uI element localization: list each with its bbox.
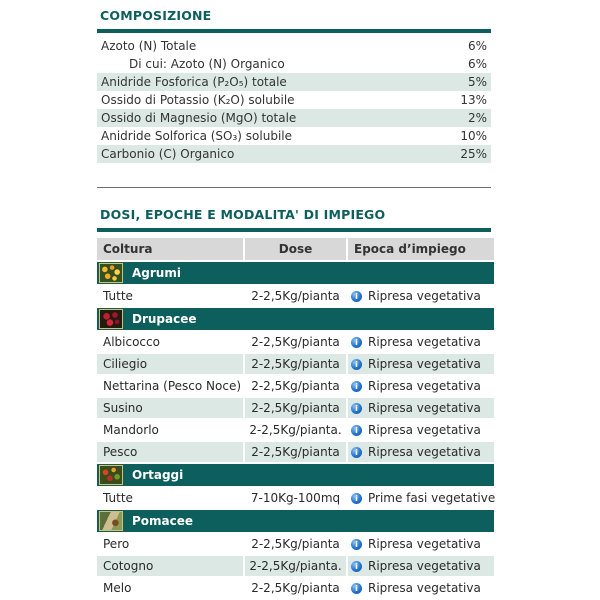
info-icon[interactable]: i <box>351 447 362 458</box>
composition-label: Anidride Solforica (SO₃) solubile <box>101 129 292 143</box>
usage-row <box>97 556 494 576</box>
dose-cell: 2-2,5Kg/pianta <box>251 379 340 393</box>
epoca-cell <box>348 332 494 352</box>
coltura-cell: Tutte <box>103 289 133 303</box>
dose-cell: 2-2,5Kg/pianta <box>245 398 346 418</box>
column-header-epoca: Epoca d’impiego <box>348 238 494 260</box>
usage-row <box>97 578 494 598</box>
usage-row <box>97 332 494 352</box>
composition-row <box>97 127 491 145</box>
coltura-cell: Melo <box>103 581 132 595</box>
group-band <box>97 464 494 486</box>
epoca-label: Ripresa vegetativa <box>368 357 481 371</box>
group-band-row <box>97 464 494 486</box>
epoca-label: Ripresa vegetativa <box>368 401 481 415</box>
info-icon[interactable]: i <box>351 381 362 392</box>
column-header-dose: Dose <box>245 238 346 260</box>
epoca-label: Ripresa vegetativa <box>368 423 481 437</box>
composition-value: 6% <box>467 39 487 53</box>
coltura-cell: Susino <box>97 398 243 418</box>
dose-cell: 7-10Kg-100mq <box>250 491 341 505</box>
usage-row <box>97 534 494 554</box>
coltura-cell: Cotogno <box>97 556 243 576</box>
epoca-cell <box>348 286 494 306</box>
section-divider-line <box>97 187 491 188</box>
composition-label: Anidride Fosforica (P₂O₅) totale <box>97 73 434 91</box>
epoca-inner <box>351 289 491 303</box>
group-label: Drupacee <box>132 312 197 326</box>
epoca-cell <box>348 420 494 440</box>
coltura-cell: Mandorlo <box>103 423 159 437</box>
epoca-inner <box>351 581 491 595</box>
group-band <box>97 262 494 284</box>
dose-cell: 2-2,5Kg/pianta <box>245 354 346 374</box>
composition-row <box>97 37 491 55</box>
dose-cell: 2-2,5Kg/pianta. <box>249 423 342 437</box>
epoca-inner <box>351 491 496 505</box>
epoca-label: Ripresa vegetativa <box>368 559 481 573</box>
epoca-cell <box>348 398 494 418</box>
coltura-cell: Pero <box>103 537 130 551</box>
group-band-inner <box>99 465 492 485</box>
epoca-label: Ripresa vegetativa <box>368 581 481 595</box>
info-icon[interactable]: i <box>351 425 362 436</box>
composition-value: 5% <box>434 73 491 91</box>
epoca-label: Ripresa vegetativa <box>368 379 481 393</box>
usage-row <box>97 442 494 462</box>
agrumi-photo-icon <box>99 263 123 283</box>
group-band-inner <box>99 263 492 283</box>
info-icon[interactable]: i <box>351 359 362 370</box>
info-icon[interactable]: i <box>351 403 362 414</box>
usage-row <box>97 420 494 440</box>
composition-table <box>97 37 491 163</box>
epoca-inner <box>351 445 491 459</box>
epoca-cell <box>348 578 494 598</box>
epoca-cell <box>348 556 494 576</box>
coltura-cell: Ciliegio <box>97 354 243 374</box>
usage-section-title: DOSI, EPOCHE E MODALITA' DI IMPIEGO <box>100 207 386 222</box>
info-icon[interactable]: i <box>351 337 362 348</box>
group-band-row <box>97 308 494 330</box>
composition-row <box>97 73 491 91</box>
composition-value: 10% <box>460 129 487 143</box>
composition-value: 2% <box>434 109 491 127</box>
epoca-inner <box>351 379 491 393</box>
composition-row <box>97 91 491 109</box>
composition-value: 13% <box>460 93 487 107</box>
composition-section-title: COMPOSIZIONE <box>100 8 212 23</box>
usage-row <box>97 376 494 396</box>
coltura-cell: Nettarina (Pesco Noce) <box>103 379 242 393</box>
epoca-label: Ripresa vegetativa <box>368 335 481 349</box>
composition-value: 25% <box>434 145 491 163</box>
label-content <box>97 8 496 600</box>
epoca-cell <box>348 534 494 554</box>
ortaggi-photo-icon <box>99 465 123 485</box>
group-band-inner <box>99 511 492 531</box>
epoca-cell <box>348 488 494 508</box>
coltura-cell: Pesco <box>97 442 243 462</box>
composition-label: Carbonio (C) Organico <box>97 145 434 163</box>
coltura-cell: Tutte <box>103 491 133 505</box>
composition-row <box>97 109 491 127</box>
usage-header-row <box>97 238 494 260</box>
usage-table <box>95 236 496 600</box>
dose-cell: 2-2,5Kg/pianta <box>251 335 340 349</box>
usage-divider-bar <box>97 228 491 232</box>
usage-row <box>97 354 494 374</box>
dose-cell: 2-2,5Kg/pianta. <box>245 556 346 576</box>
composition-label: Ossido di Magnesio (MgO) totale <box>97 109 434 127</box>
composition-divider-bar <box>97 29 491 33</box>
group-band-row <box>97 262 494 284</box>
info-icon[interactable]: i <box>351 561 362 572</box>
epoca-label: Ripresa vegetativa <box>368 445 481 459</box>
composition-label: Di cui: Azoto (N) Organico <box>129 57 285 71</box>
composition-row <box>97 145 491 163</box>
group-band <box>97 510 494 532</box>
epoca-label: Ripresa vegetativa <box>368 289 481 303</box>
info-icon[interactable]: i <box>351 493 362 504</box>
epoca-cell <box>348 354 494 374</box>
usage-table-body <box>97 262 494 598</box>
epoca-label: Ripresa vegetativa <box>368 537 481 551</box>
group-band-row <box>97 510 494 532</box>
dose-cell: 2-2,5Kg/pianta <box>245 442 346 462</box>
usage-row <box>97 488 494 508</box>
epoca-inner <box>351 559 491 573</box>
composition-table-body <box>97 37 491 163</box>
group-label: Agrumi <box>132 266 181 280</box>
column-header-coltura: Coltura <box>97 238 243 260</box>
info-icon[interactable]: i <box>351 539 362 550</box>
group-band-inner <box>99 309 492 329</box>
group-label: Ortaggi <box>132 468 184 482</box>
usage-row <box>97 398 494 418</box>
coltura-cell: Albicocco <box>103 335 160 349</box>
dose-cell: 2-2,5Kg/pianta <box>251 289 340 303</box>
epoca-label: Prime fasi vegetative <box>368 491 496 505</box>
composition-value: 6% <box>467 57 487 71</box>
dose-cell: 2-2,5Kg/pianta <box>251 537 340 551</box>
info-icon[interactable]: i <box>351 583 362 594</box>
epoca-inner <box>351 335 491 349</box>
epoca-cell <box>348 442 494 462</box>
group-band <box>97 308 494 330</box>
epoca-inner <box>351 357 491 371</box>
composition-row <box>97 55 491 73</box>
info-icon[interactable]: i <box>351 291 362 302</box>
epoca-inner <box>351 537 491 551</box>
epoca-inner <box>351 423 491 437</box>
composition-label: Azoto (N) Totale <box>101 39 197 53</box>
usage-row <box>97 286 494 306</box>
group-label: Pomacee <box>132 514 194 528</box>
composition-label: Ossido di Potassio (K₂O) solubile <box>101 93 295 107</box>
epoca-inner <box>351 401 491 415</box>
drupacee-photo-icon <box>99 309 123 329</box>
dose-cell: 2-2,5Kg/pianta <box>251 581 340 595</box>
pomacee-photo-icon <box>99 511 123 531</box>
epoca-cell <box>348 376 494 396</box>
